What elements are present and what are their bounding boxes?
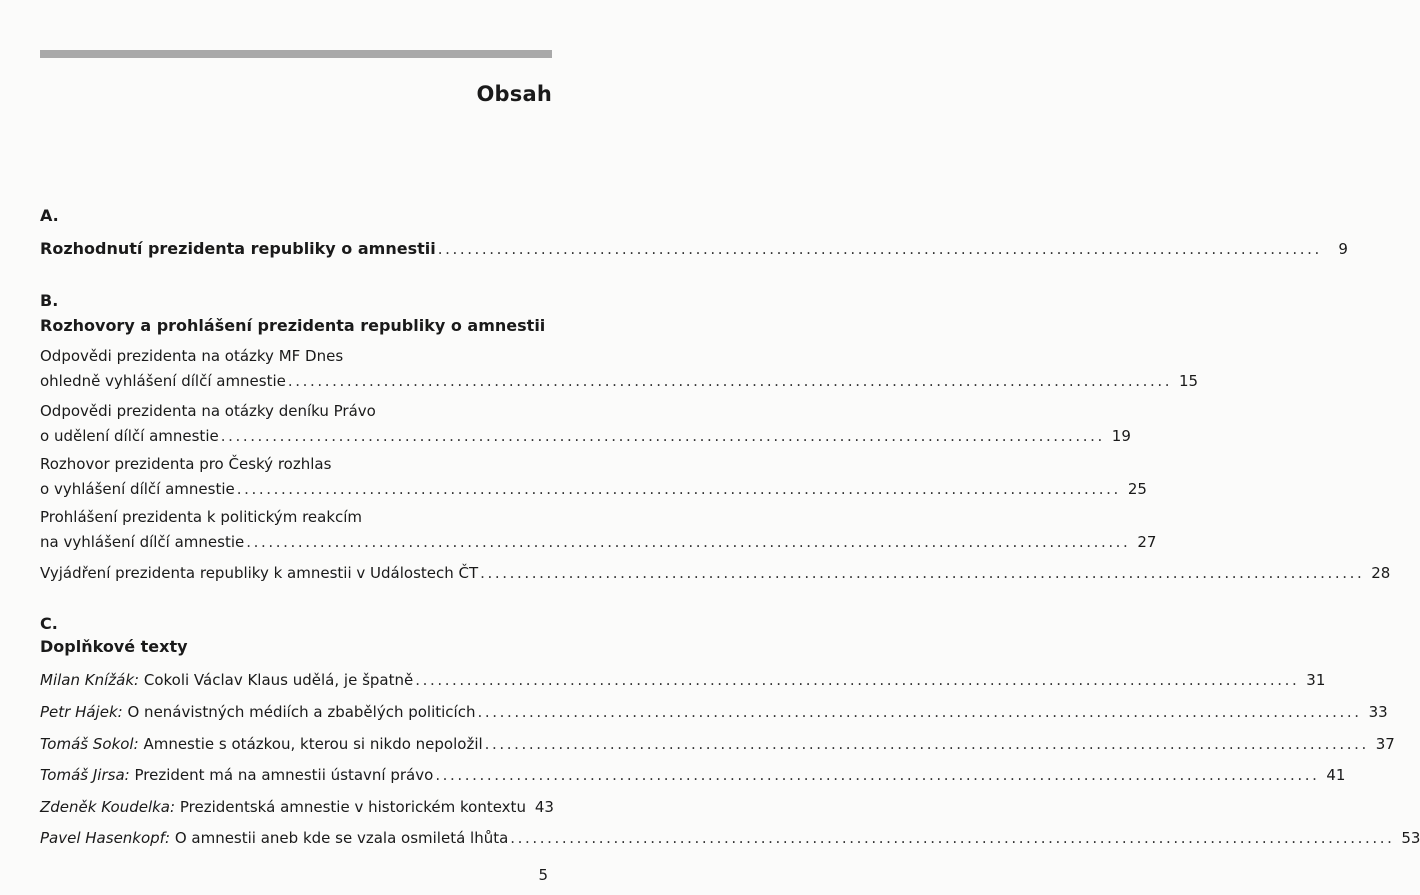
toc-entry-author: Milan Knížák: [40,671,140,689]
toc-entry-a[interactable] [40,236,1348,261]
toc-entry[interactable] [40,700,1388,725]
toc-entry-page: 31 [1306,671,1326,689]
section-c-heading: Doplňkové texty [40,637,188,656]
toc-entry[interactable] [40,763,1346,788]
section-b-letter: B. [40,291,59,310]
toc-entry-title: Prezidentská amnestie v historickém kontextu [179,798,526,816]
section-a-letter: A. [40,206,59,225]
toc-entry-title: Vyjádření prezidenta republiky k amnestii v Událostech ČT [40,564,479,582]
toc-entry-line1: Rozhovor prezidenta pro Český rozhlas [40,455,332,473]
dot-leader: ........................................................................................................................ [236,480,1121,498]
toc-entry-page: 19 [1111,427,1131,445]
toc-entry-page: 43 [534,798,554,816]
toc-entry-page: 53 [1401,829,1420,847]
toc-entry-author: Tomáš Sokol: [40,735,139,753]
toc-entry[interactable] [40,668,1326,693]
toc-entry-page: 9 [1338,240,1348,258]
toc-entry-title: O nenávistných médiích a zbabělých politicích [127,703,476,721]
dot-leader: ........................................................................................................................ [437,240,1322,258]
toc-entry[interactable] [40,505,1157,555]
toc-entry[interactable] [40,826,1420,851]
toc-entry-line1: Odpovědi prezidenta na otázky MF Dnes [40,347,344,365]
toc-entry-line2: na vyhlášení dílčí amnestie [40,533,245,551]
dot-leader: ........................................................................................................................ [246,533,1131,551]
toc-entry-page: 25 [1127,480,1147,498]
toc-entry-author: Pavel Hasenkopf: [40,829,171,847]
dot-leader: ........................................................................................................................ [477,703,1362,721]
toc-entry-page: 37 [1375,735,1395,753]
toc-entry[interactable] [40,561,1391,586]
toc-entry-author: Petr Hájek: [40,703,123,721]
toc-entry[interactable] [40,452,1147,502]
dot-leader: ........................................................................................................................ [220,427,1105,445]
toc-entry-line2: o udělení dílčí amnestie [40,427,219,445]
toc-entry[interactable] [40,399,1131,449]
toc-entry-title: O amnestii aneb kde se vzala osmiletá lhůta [174,829,509,847]
toc-entry-page: 41 [1326,766,1346,784]
dot-leader: ........................................................................................................................ [415,671,1300,689]
header-rule [40,50,552,58]
toc-entry-line1: Prohlášení prezidenta k politickým reakcím [40,508,363,526]
dot-leader: ........................................................................................................................ [484,735,1369,753]
section-c-letter: C. [40,614,58,633]
dot-leader: ........................................................................................................................ [510,829,1395,847]
dot-leader: ........................................................................................................................ [480,564,1365,582]
toc-entry-title: Prezident má na amnestii ústavní právo [134,766,434,784]
toc-entry-line1: Odpovědi prezidenta na otázky deníku Právo [40,402,376,420]
toc-entry-author: Tomáš Jirsa: [40,766,130,784]
toc-entry-line2: ohledně vyhlášení dílčí amnestie [40,372,286,390]
dot-leader: ........................................................................................................................ [287,372,1173,390]
toc-entry-author: Zdeněk Koudelka: [40,798,176,816]
toc-entry[interactable] [40,732,1395,757]
toc-entry-page: 15 [1178,372,1199,390]
toc-entry-title: Amnestie s otázkou, kterou si nikdo nepoložil [143,735,483,753]
toc-entry-page: 27 [1137,533,1157,551]
toc-entry-page: 28 [1371,564,1391,582]
page-number: 5 [538,866,548,884]
toc-entry-page: 33 [1368,703,1388,721]
dot-leader: ........................................................................................................................ [435,766,1320,784]
toc-entry-line2: o vyhlášení dílčí amnestie [40,480,235,498]
toc-entry-title: Cokoli Václav Klaus udělá, je špatně [143,671,414,689]
page-title: Obsah [476,82,552,106]
toc-entry[interactable] [40,344,1199,394]
toc-entry-title: Rozhodnutí prezidenta republiky o amnestii [40,239,436,258]
toc-entry[interactable] [40,795,554,820]
section-b-heading: Rozhovory a prohlášení prezidenta republiky o amnestii [40,316,546,335]
